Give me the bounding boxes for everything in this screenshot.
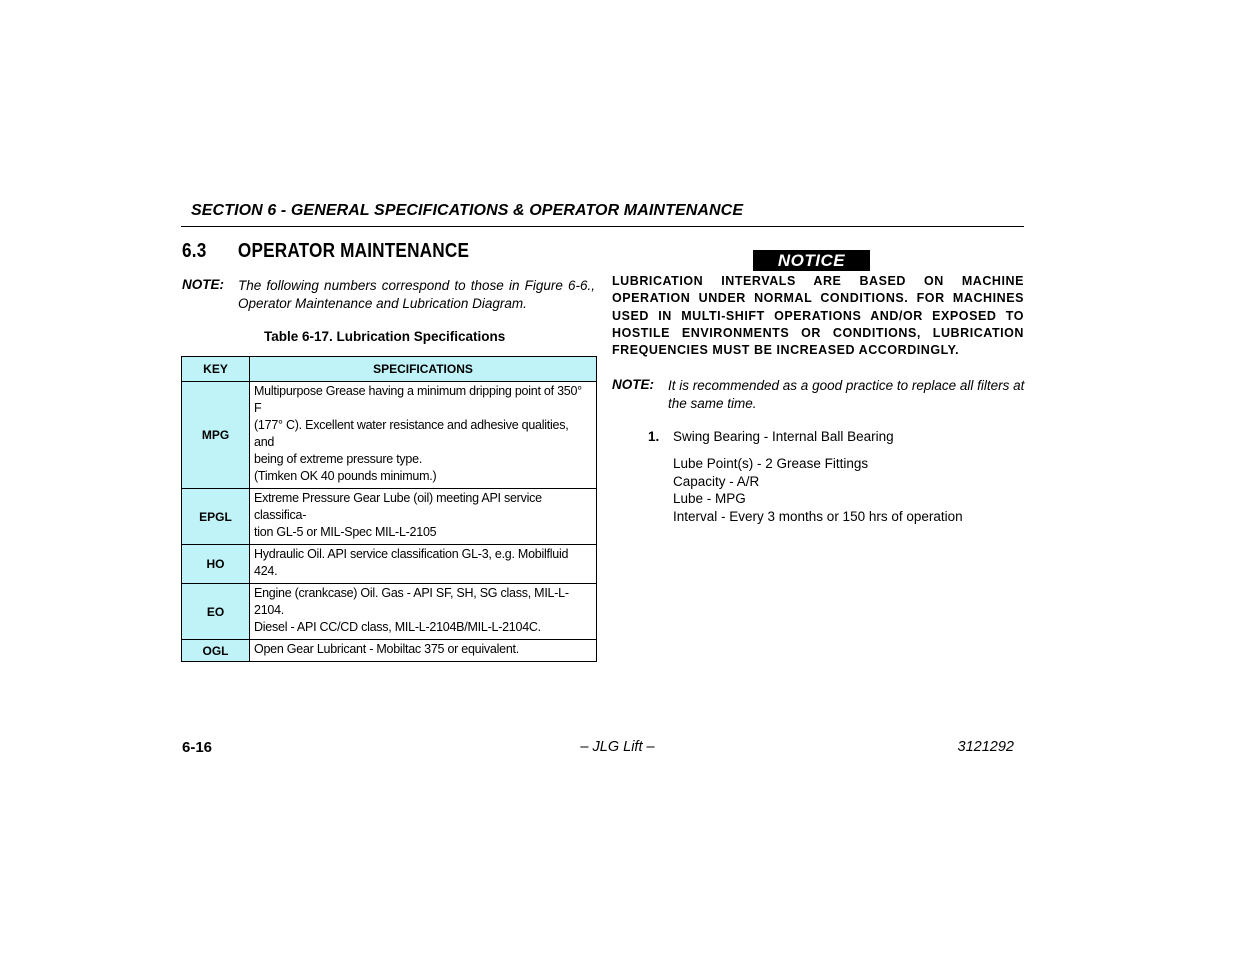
table-row [182, 584, 597, 640]
spec-line: Diesel - API CC/CD class, MIL-L-2104B/MIL-L-2104C. [254, 620, 541, 634]
row-key: MPG [182, 382, 250, 489]
row-key: OGL [182, 640, 250, 662]
note-text: The following numbers correspond to those in Figure 6-6., Operator Maintenance and Lubrication Diagram. [238, 278, 595, 311]
table-header-row [182, 357, 597, 382]
row-specification [250, 382, 597, 489]
row-specification [250, 545, 597, 584]
note-text: It is recommended as a good practice to replace all filters at the same time. [668, 378, 1025, 411]
row-key: EO [182, 584, 250, 640]
table-row [182, 640, 597, 662]
interval: Interval - Every 3 months or 150 hrs of operation [673, 508, 963, 524]
section-number: 6.3 [182, 240, 207, 262]
table-caption: Table 6-17. Lubrication Specifications [264, 329, 506, 344]
section-heading [182, 240, 469, 263]
spec-line: tion GL-5 or MIL-Spec MIL-L-2105 [254, 525, 437, 539]
header-specifications: SPECIFICATIONS [250, 357, 597, 382]
capacity: Capacity - A/R [673, 473, 760, 489]
notice-text: LUBRICATION INTERVALS ARE BASED ON MACHINE OPERATION UNDER NORMAL CONDITIONS. FOR MACHINES USED IN MULTI-SHIFT OPERATIONS AND/OR EXPOSED TO HOSTILE ENVIRONMENTS OR CONDITIONS, LUBRICATION FREQUENCIES MUST BE INCREASED ACCORDINGLY. [612, 274, 1024, 358]
table-row [182, 382, 597, 489]
spec-line: being of extreme pressure type. [254, 452, 423, 466]
header-rule [181, 226, 1024, 227]
section-title: OPERATOR MAINTENANCE [237, 240, 470, 262]
spec-line: (177° C). Excellent water resistance and adhesive qualities, and [254, 418, 569, 449]
row-key: HO [182, 545, 250, 584]
spec-line: (Timken OK 40 pounds minimum.) [254, 469, 437, 483]
note-label: NOTE: [612, 377, 654, 392]
spec-line: Engine (crankcase) Oil. Gas - API SF, SH, SG class, MIL-L-2104. [254, 586, 569, 617]
row-specification [250, 640, 597, 662]
row-specification [250, 489, 597, 545]
table-row [182, 489, 597, 545]
section-header: SECTION 6 - GENERAL SPECIFICATIONS & OPERATOR MAINTENANCE [191, 202, 744, 219]
footer-center: – JLG Lift – [580, 739, 655, 755]
row-specification [250, 584, 597, 640]
header-key: KEY [182, 357, 250, 382]
document-number: 3121292 [957, 739, 1014, 755]
note-label: NOTE: [182, 277, 224, 292]
row-key: EPGL [182, 489, 250, 545]
spec-line: Hydraulic Oil. API service classification GL-3, e.g. Mobilfluid 424. [254, 547, 569, 578]
lube-points: Lube Point(s) - 2 Grease Fittings [673, 456, 869, 471]
lubrication-spec-table [181, 356, 597, 662]
item-details [673, 455, 963, 525]
notice-badge: NOTICE [753, 250, 870, 271]
item-number: 1. [648, 429, 660, 444]
item-title: Swing Bearing - Internal Ball Bearing [673, 429, 894, 444]
table-row [182, 545, 597, 584]
spec-line: Extreme Pressure Gear Lube (oil) meeting API service classifica- [254, 491, 542, 522]
lube-type: Lube - MPG [673, 491, 746, 506]
spec-line: Open Gear Lubricant - Mobiltac 375 or equivalent. [254, 642, 519, 656]
spec-line: Multipurpose Grease having a minimum dripping point of 350° F [254, 384, 582, 415]
page-number: 6-16 [182, 739, 213, 756]
